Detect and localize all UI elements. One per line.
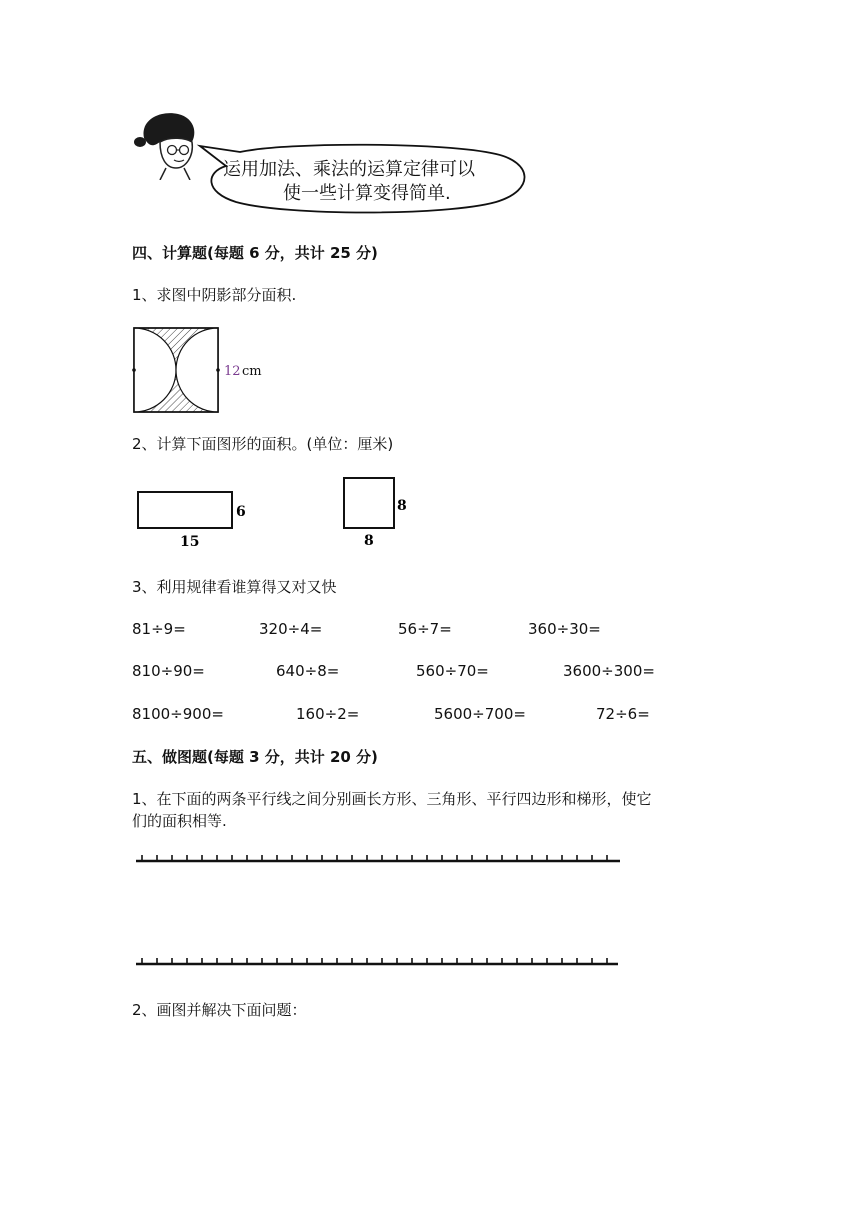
problem-r2-c2: 640÷8= [276, 662, 340, 680]
parallel-line-top [134, 850, 624, 866]
problem-r2-c3: 560÷70= [416, 662, 489, 680]
problem-r3-c3: 5600÷700= [434, 705, 526, 723]
problem-r1-c2: 320÷4= [259, 620, 323, 638]
parallel-line-bottom [134, 953, 624, 969]
s5-q1-text-line2: 们的面积相等. [132, 812, 227, 830]
speech-bubble-text-line1: 运用加法、乘法的运算定律可以 [223, 159, 475, 180]
speech-bubble-text-line2: 使一些计算变得简单. [283, 183, 451, 204]
problem-r1-c4: 360÷30= [528, 620, 601, 638]
square-figure [338, 474, 418, 548]
figure-label-unit: cm [242, 364, 262, 379]
square-bottom-label: 8 [364, 533, 374, 548]
problem-r3-c1: 8100÷900= [132, 705, 224, 723]
q2-text: 2、计算下面图形的面积。(单位：厘米) [132, 435, 394, 453]
problem-r3-c4: 72÷6= [596, 705, 650, 723]
rectangle-figure [130, 486, 250, 550]
problem-r3-c2: 160÷2= [296, 705, 360, 723]
q1-text: 1、求图中阴影部分面积. [132, 286, 297, 304]
square-right-label: 8 [397, 498, 407, 514]
s5-q1-text-line1: 1、在下面的两条平行线之间分别画长方形、三角形、平行四边形和梯形，使它 [132, 790, 652, 808]
problem-r2-c4: 3600÷300= [563, 662, 655, 680]
section-5-title: 五、做图题(每题 3 分，共计 20 分) [132, 748, 378, 766]
shaded-area-figure [130, 326, 270, 416]
s5-q2-text: 2、画图并解决下面问题： [132, 1001, 307, 1019]
rect-width-label: 6 [236, 504, 246, 520]
problem-r1-c3: 56÷7= [398, 620, 452, 638]
rect-length-label: 15 [180, 534, 200, 550]
figure-label-value: 12 [224, 364, 241, 379]
problem-r1-c1: 81÷9= [132, 620, 186, 638]
section-4-title: 四、计算题(每题 6 分，共计 25 分) [132, 244, 378, 262]
problem-r2-c1: 810÷90= [132, 662, 205, 680]
q3-text: 3、利用规律看谁算得又对又快 [132, 578, 337, 596]
